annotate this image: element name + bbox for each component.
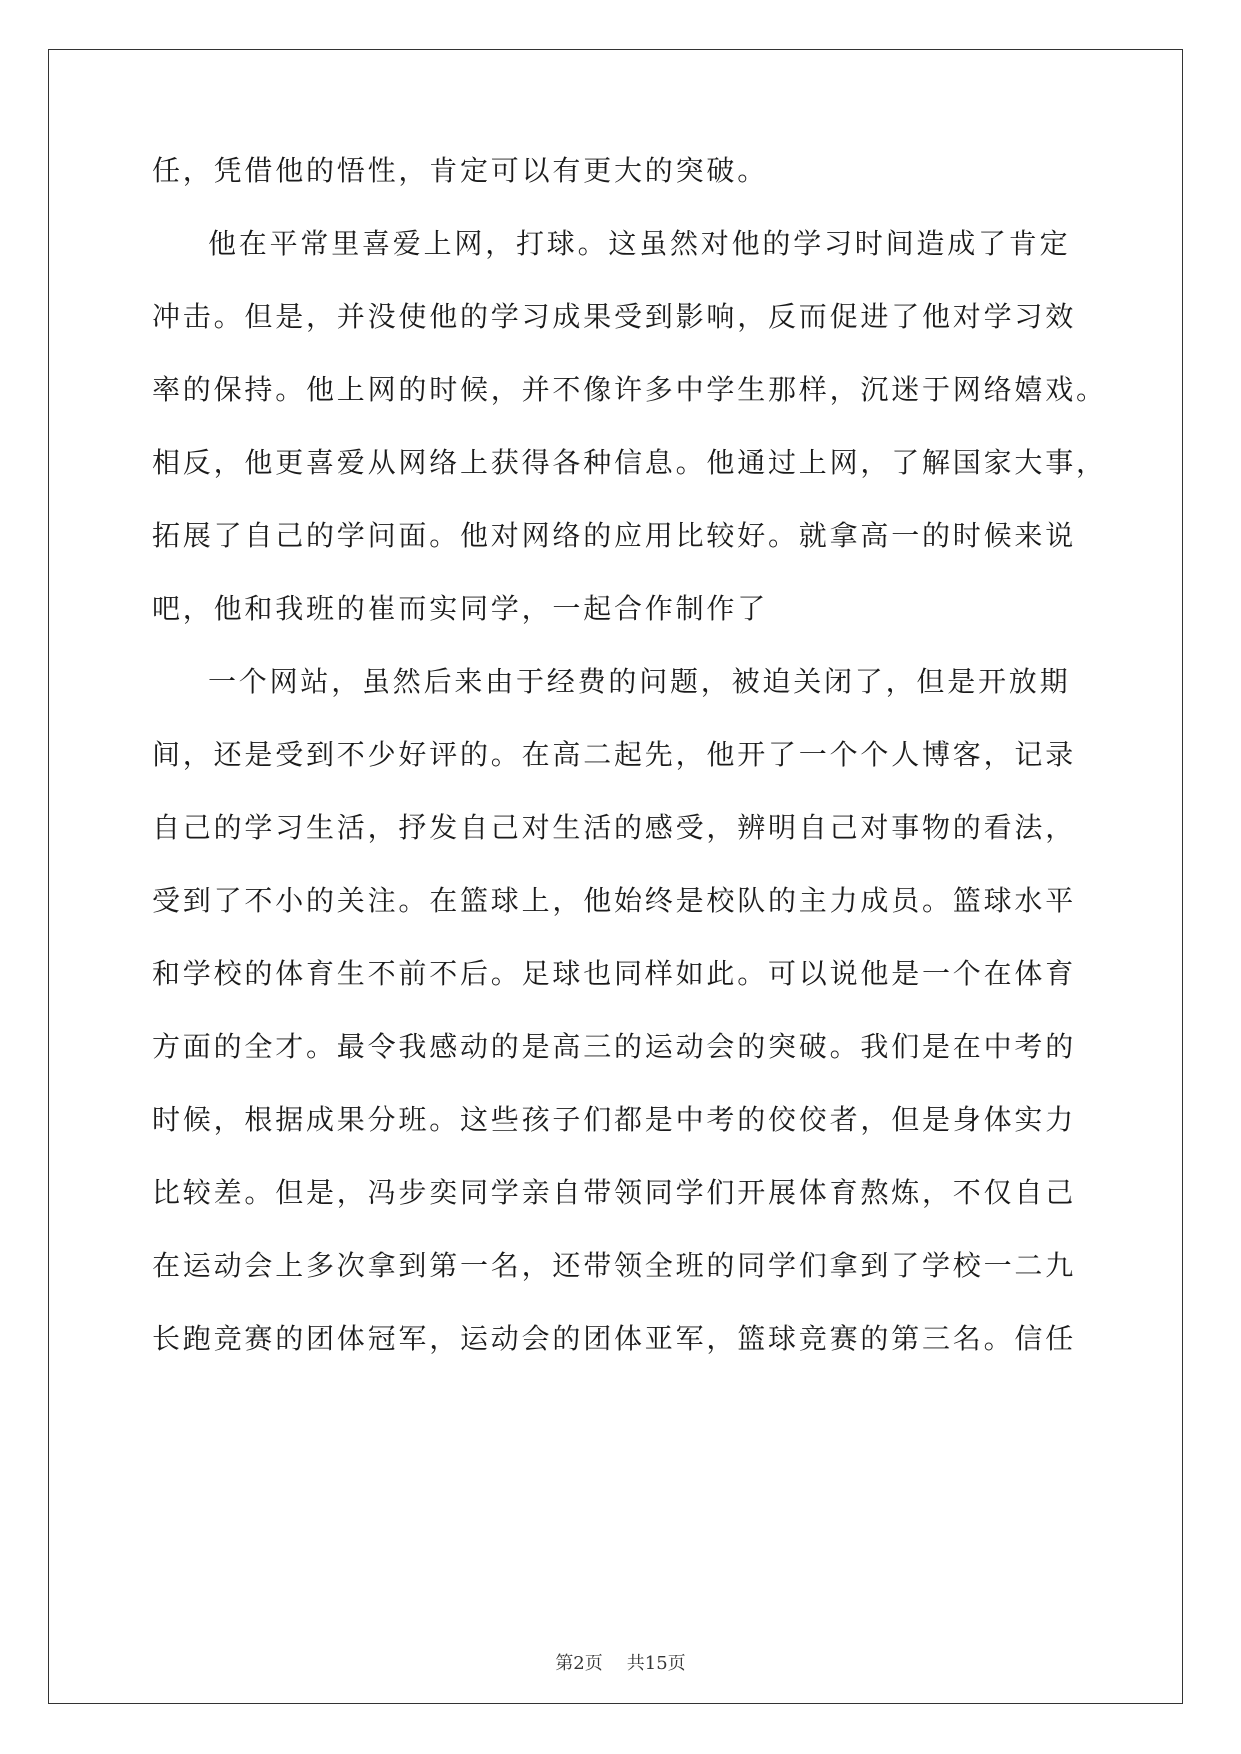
body-text-line: 一个网站，虽然后来由于经费的问题，被迫关闭了，但是开放期 (208, 665, 1071, 698)
body-text-line: 和学校的体育生不前不后。足球也同样如此。可以说他是一个在体育 (152, 957, 1077, 990)
body-text-line: 长跑竞赛的团体冠军，运动会的团体亚军，篮球竞赛的第三名。信任 (152, 1322, 1077, 1355)
page-footer (0, 1652, 1241, 1676)
body-text-line: 比较差。但是，冯步奕同学亲自带领同学们开展体育熬炼，不仅自己 (152, 1176, 1077, 1209)
body-text-line: 方面的全才。最令我感动的是高三的运动会的突破。我们是在中考的 (152, 1030, 1077, 1063)
body-text-line: 任，凭借他的悟性，肯定可以有更大的突破。 (152, 154, 769, 187)
body-text-line: 自己的学习生活，抒发自己对生活的感受，辨明自己对事物的看法， (152, 811, 1077, 844)
body-text-line: 受到了不小的关注。在篮球上，他始终是校队的主力成员。篮球水平 (152, 884, 1077, 917)
page-number: 第2页 (555, 1653, 603, 1674)
body-text-line: 在运动会上多次拿到第一名，还带领全班的同学们拿到了学校一二九 (152, 1249, 1077, 1282)
body-text-line: 相反，他更喜爱从网络上获得各种信息。他通过上网，了解国家大事， (152, 446, 1107, 479)
page-total: 共15页 (626, 1653, 686, 1674)
body-text-line: 他在平常里喜爱上网，打球。这虽然对他的学习时间造成了肯定 (208, 227, 1071, 260)
page-border (48, 49, 1183, 1704)
body-text-line: 吧，他和我班的崔而实同学，一起合作制作了 (152, 592, 769, 625)
body-text-line: 冲击。但是，并没使他的学习成果受到影响，反而促进了他对学习效 (152, 300, 1077, 333)
body-text-line: 时候，根据成果分班。这些孩子们都是中考的佼佼者，但是身体实力 (152, 1103, 1077, 1136)
body-text-line: 率的保持。他上网的时候，并不像许多中学生那样，沉迷于网络嬉戏。 (152, 373, 1107, 406)
body-text-line: 拓展了自己的学问面。他对网络的应用比较好。就拿高一的时候来说 (152, 519, 1077, 552)
body-text-line: 间，还是受到不少好评的。在高二起先，他开了一个个人博客，记录 (152, 738, 1077, 771)
